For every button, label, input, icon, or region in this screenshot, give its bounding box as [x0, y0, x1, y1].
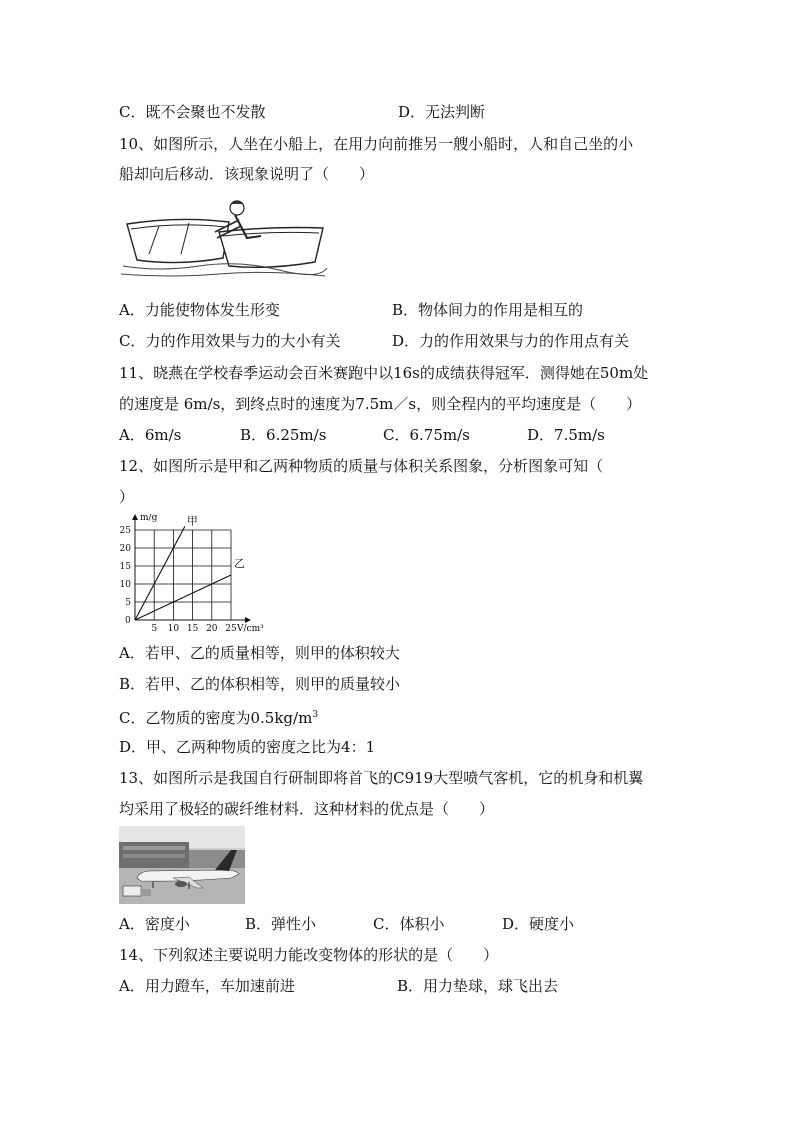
- q12-option-a: A．若甲、乙的质量相等，则甲的体积较大: [119, 644, 400, 662]
- q10-stem-line2: 船却向后移动．该现象说明了（ ）: [119, 165, 375, 183]
- q12-option-c-text: C．乙物质的密度为0.5kg/m: [119, 709, 313, 727]
- y-tick-label: 10: [119, 580, 131, 590]
- q14-option-a: A．用力蹬车，车加速前进: [119, 977, 295, 995]
- x-tick-label: 25: [225, 624, 237, 634]
- q13-option-b: B．弹性小: [245, 915, 317, 933]
- mass-volume-chart: [117, 514, 277, 634]
- y-tick-label: 25: [119, 526, 131, 536]
- q12-stem-line2: ）: [119, 488, 135, 506]
- chart-grid: [135, 530, 231, 620]
- q11-stem-line2: 的速度是 6m/s，到终点时的速度为7.5m／s，则全程内的平均速度是（ ）: [119, 395, 642, 413]
- q10-option-d: D．力的作用效果与力的作用点有关: [392, 332, 630, 350]
- series-label: 乙: [234, 557, 245, 570]
- x-tick-label: 5: [151, 624, 158, 634]
- y-tick-label: 5: [125, 598, 131, 608]
- y-axis-arrow: [132, 514, 138, 520]
- q13-stem-line2: 均采用了极轻的碳纤维材料．这种材料的优点是（ ）: [119, 800, 495, 818]
- y-axis-label: m/g: [140, 514, 158, 523]
- x-axis-label: V/cm³: [237, 624, 264, 634]
- x-tick-label: 10: [167, 624, 180, 634]
- q13-stem-line1: 13、如图所示是我国自行研制即将首飞的C919大型喷气客机，它的机身和机翼: [119, 769, 644, 787]
- q12-option-c-sup: 3: [312, 710, 319, 720]
- boat-figure: [119, 196, 329, 286]
- origin-label: 0: [125, 616, 131, 626]
- q11-option-b: B．6.25m/s: [240, 426, 327, 444]
- q13-option-a: A．密度小: [119, 915, 190, 933]
- series-line: [135, 526, 185, 620]
- series-label: 甲: [186, 514, 198, 528]
- q11-option-a: A．6m/s: [119, 426, 182, 444]
- q12-option-c: [119, 705, 318, 728]
- q12-option-d: D．甲、乙两种物质的密度之比为4：1: [119, 738, 376, 756]
- series-line: [135, 575, 231, 620]
- q11-stem-line1: 11、晓燕在学校春季运动会百米赛跑中以16s的成绩获得冠军．测得她在50m处: [119, 364, 649, 382]
- q12-stem-line1: 12、如图所示是甲和乙两种物质的质量与体积关系图象，分析图象可知（: [119, 457, 604, 475]
- q14-stem: 14、下列叙述主要说明力能改变物体的形状的是（ ）: [119, 946, 499, 964]
- q11-option-d: D．7.5m/s: [527, 426, 605, 444]
- q13-option-d: D．硬度小: [502, 915, 575, 933]
- q12-option-b: B．若甲、乙的体积相等，则甲的质量较小: [119, 675, 401, 693]
- q10-option-c: C．力的作用效果与力的大小有关: [119, 332, 341, 350]
- x-tick-label: 15: [186, 624, 199, 634]
- q10-option-a: A．力能使物体发生形变: [119, 301, 280, 319]
- x-axis-arrow: [245, 617, 251, 623]
- y-tick-label: 20: [119, 544, 131, 554]
- y-tick-label: 15: [119, 562, 131, 572]
- q10-option-b: B．物体间力的作用是相互的: [392, 301, 584, 319]
- q10-stem-line1: 10、如图所示，人坐在小船上，在用力向前推另一艘小船时，人和自己坐的小: [119, 135, 634, 153]
- q14-option-b: B．用力垫球，球飞出去: [397, 977, 559, 995]
- q9-option-d: D．无法判断: [398, 103, 486, 121]
- q13-option-c: C．体积小: [373, 915, 445, 933]
- q11-option-c: C．6.75m/s: [383, 426, 470, 444]
- c919-airplane-photo: [119, 826, 245, 904]
- x-tick-label: 20: [206, 624, 218, 634]
- q9-option-c: C．既不会聚也不发散: [119, 103, 266, 121]
